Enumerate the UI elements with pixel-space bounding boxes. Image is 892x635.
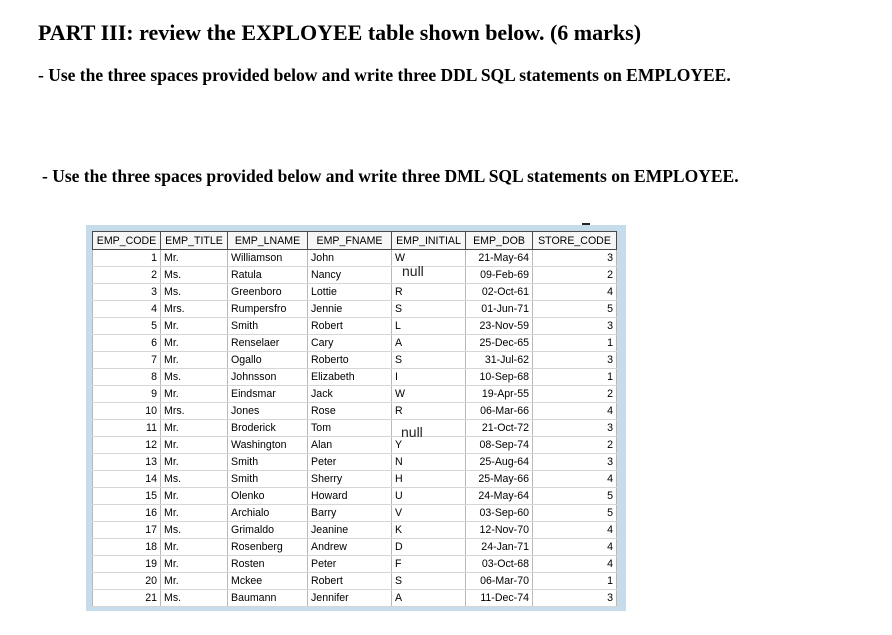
cell-emp-code: 20 (93, 573, 161, 590)
cell-store-code: 5 (533, 301, 617, 318)
cell-emp-title: Mr. (161, 250, 228, 267)
cell-store-code: 4 (533, 471, 617, 488)
column-header-emp-fname: EMP_FNAME (308, 232, 392, 250)
cell-emp-initial: S (392, 573, 466, 590)
cell-store-code: 4 (533, 284, 617, 301)
cell-emp-initial: I (392, 369, 466, 386)
cell-emp-code: 2 (93, 267, 161, 284)
cell-emp-title: Mr. (161, 488, 228, 505)
cell-store-code: 4 (533, 522, 617, 539)
cell-emp-title: Ms. (161, 267, 228, 284)
cell-emp-lname: Renselaer (228, 335, 308, 352)
cell-emp-title: Mrs. (161, 403, 228, 420)
cell-emp-initial: Y (392, 437, 466, 454)
cell-emp-lname: Williamson (228, 250, 308, 267)
cell-emp-lname: Johnsson (228, 369, 308, 386)
cell-emp-fname: Alan (308, 437, 392, 454)
table-row (93, 284, 617, 301)
cell-emp-title: Mr. (161, 437, 228, 454)
cell-emp-fname: Robert (308, 318, 392, 335)
page-title: PART III: review the EXPLOYEE table shown below. (6 marks) (38, 20, 642, 45)
cell-emp-dob: 11-Dec-74 (466, 590, 533, 607)
cell-emp-title: Mr. (161, 505, 228, 522)
cell-store-code: 2 (533, 267, 617, 284)
cell-emp-fname: Robert (308, 573, 392, 590)
table-row (93, 369, 617, 386)
cell-emp-initial: W (392, 250, 466, 267)
cell-emp-lname: Broderick (228, 420, 308, 437)
cell-emp-code: 9 (93, 386, 161, 403)
cell-emp-fname: Howard (308, 488, 392, 505)
cell-emp-title: Ms. (161, 590, 228, 607)
cell-emp-dob: 23-Nov-59 (466, 318, 533, 335)
cell-emp-code: 15 (93, 488, 161, 505)
cell-store-code: 1 (533, 369, 617, 386)
cell-emp-fname: Elizabeth (308, 369, 392, 386)
table-row (93, 250, 617, 267)
cell-emp-lname: Greenboro (228, 284, 308, 301)
cell-emp-title: Mr. (161, 335, 228, 352)
dml-instruction (38, 164, 818, 189)
ddl-instruction: - Use the three spaces provided below and write three DDL SQL statements on EMPLOYEE. (38, 65, 731, 85)
cell-emp-initial: R (392, 403, 466, 420)
cell-emp-lname: Washington (228, 437, 308, 454)
cell-emp-lname: Baumann (228, 590, 308, 607)
null-annotation: null (401, 424, 423, 440)
cell-emp-lname: Jones (228, 403, 308, 420)
table-row (93, 318, 617, 335)
table-row (93, 352, 617, 369)
table-row (93, 267, 617, 284)
cell-emp-dob: 03-Oct-68 (466, 556, 533, 573)
cell-emp-lname: Ratula (228, 267, 308, 284)
cell-store-code: 1 (533, 573, 617, 590)
column-header-emp-dob: EMP_DOB (466, 232, 533, 250)
employee-table (92, 231, 617, 607)
cell-emp-dob: 25-Aug-64 (466, 454, 533, 471)
cell-emp-dob: 25-May-66 (466, 471, 533, 488)
cell-emp-title: Mr. (161, 454, 228, 471)
table-row (93, 590, 617, 607)
cell-emp-initial: A (392, 335, 466, 352)
cell-emp-lname: Grimaldo (228, 522, 308, 539)
cell-emp-initial: A (392, 590, 466, 607)
cell-emp-initial: F (392, 556, 466, 573)
cell-emp-fname: Jennie (308, 301, 392, 318)
cell-emp-title: Mr. (161, 573, 228, 590)
cell-emp-fname: Tom (308, 420, 392, 437)
cell-emp-title: Mr. (161, 420, 228, 437)
cell-emp-initial: D (392, 539, 466, 556)
cell-emp-initial: S (392, 301, 466, 318)
cell-emp-fname: Jack (308, 386, 392, 403)
cell-emp-lname: Archialo (228, 505, 308, 522)
cell-emp-fname: Peter (308, 454, 392, 471)
cell-emp-title: Mr. (161, 352, 228, 369)
cell-emp-initial: K (392, 522, 466, 539)
cell-emp-lname: Ogallo (228, 352, 308, 369)
cell-emp-lname: Smith (228, 318, 308, 335)
cell-emp-fname: Jeanine (308, 522, 392, 539)
cell-store-code: 4 (533, 539, 617, 556)
table-row (93, 488, 617, 505)
cell-emp-code: 1 (93, 250, 161, 267)
cell-emp-fname: Cary (308, 335, 392, 352)
cell-emp-dob: 08-Sep-74 (466, 437, 533, 454)
cell-emp-fname: John (308, 250, 392, 267)
cell-emp-title: Ms. (161, 522, 228, 539)
cell-emp-fname: Andrew (308, 539, 392, 556)
cell-emp-title: Ms. (161, 284, 228, 301)
cell-emp-title: Ms. (161, 369, 228, 386)
cell-emp-code: 16 (93, 505, 161, 522)
table-body (93, 250, 617, 607)
cell-emp-lname: Rosten (228, 556, 308, 573)
column-header-emp-title: EMP_TITLE (161, 232, 228, 250)
cell-emp-code: 13 (93, 454, 161, 471)
table-row (93, 539, 617, 556)
cell-emp-initial: U (392, 488, 466, 505)
cell-store-code: 3 (533, 318, 617, 335)
cell-emp-title: Mr. (161, 539, 228, 556)
table-row (93, 335, 617, 352)
table-row (93, 505, 617, 522)
cell-emp-initial: R (392, 284, 466, 301)
table-row (93, 403, 617, 420)
cell-emp-dob: 09-Feb-69 (466, 267, 533, 284)
table-row (93, 522, 617, 539)
table-row (93, 301, 617, 318)
cell-emp-lname: Mckee (228, 573, 308, 590)
cell-emp-fname: Barry (308, 505, 392, 522)
table-row (93, 386, 617, 403)
cell-store-code: 5 (533, 488, 617, 505)
dml-instruction-text: - Use the three spaces provided below and write three DML SQL statements on EMPLOYEE. (42, 166, 739, 186)
table-header-row (93, 232, 617, 250)
cell-emp-code: 11 (93, 420, 161, 437)
cell-emp-title: Mr. (161, 318, 228, 335)
cell-emp-code: 14 (93, 471, 161, 488)
cell-emp-dob: 21-May-64 (466, 250, 533, 267)
table-row (93, 471, 617, 488)
cell-emp-initial: H (392, 471, 466, 488)
cell-emp-title: Mr. (161, 556, 228, 573)
cell-emp-lname: Olenko (228, 488, 308, 505)
cell-emp-lname: Rosenberg (228, 539, 308, 556)
cell-emp-dob: 03-Sep-60 (466, 505, 533, 522)
cell-emp-initial: W (392, 386, 466, 403)
cell-emp-dob: 02-Oct-61 (466, 284, 533, 301)
cell-store-code: 4 (533, 403, 617, 420)
table-row (93, 573, 617, 590)
cell-emp-dob: 01-Jun-71 (466, 301, 533, 318)
cell-emp-dob: 06-Mar-66 (466, 403, 533, 420)
cell-store-code: 3 (533, 454, 617, 471)
cell-emp-code: 18 (93, 539, 161, 556)
cell-emp-dob: 24-May-64 (466, 488, 533, 505)
cell-store-code: 3 (533, 352, 617, 369)
cell-emp-code: 3 (93, 284, 161, 301)
cell-emp-lname: Rumpersfro (228, 301, 308, 318)
cell-store-code: 1 (533, 335, 617, 352)
table-row (93, 420, 617, 437)
cell-emp-code: 10 (93, 403, 161, 420)
cell-emp-dob: 21-Oct-72 (466, 420, 533, 437)
cell-emp-fname: Roberto (308, 352, 392, 369)
cell-store-code: 3 (533, 590, 617, 607)
cell-emp-code: 17 (93, 522, 161, 539)
cell-emp-code: 12 (93, 437, 161, 454)
cell-emp-fname: Peter (308, 556, 392, 573)
cell-emp-title: Mrs. (161, 301, 228, 318)
column-header-emp-code: EMP_CODE (93, 232, 161, 250)
cell-emp-fname: Nancy (308, 267, 392, 284)
cell-emp-code: 5 (93, 318, 161, 335)
null-annotation: null (402, 263, 424, 279)
cell-store-code: 3 (533, 420, 617, 437)
cell-emp-dob: 31-Jul-62 (466, 352, 533, 369)
column-header-emp-initial: EMP_INITIAL (392, 232, 466, 250)
table-row (93, 556, 617, 573)
cell-store-code: 5 (533, 505, 617, 522)
cell-emp-lname: Smith (228, 454, 308, 471)
cell-emp-initial: N (392, 454, 466, 471)
cell-emp-code: 7 (93, 352, 161, 369)
cell-emp-title: Mr. (161, 386, 228, 403)
cell-emp-initial: S (392, 352, 466, 369)
cell-store-code: 2 (533, 386, 617, 403)
cell-emp-fname: Sherry (308, 471, 392, 488)
table-row (93, 454, 617, 471)
cell-emp-dob: 24-Jan-71 (466, 539, 533, 556)
cell-store-code: 3 (533, 250, 617, 267)
cell-emp-code: 21 (93, 590, 161, 607)
cell-emp-dob: 12-Nov-70 (466, 522, 533, 539)
cell-store-code: 2 (533, 437, 617, 454)
cell-emp-code: 19 (93, 556, 161, 573)
cell-emp-fname: Lottie (308, 284, 392, 301)
cell-emp-dob: 19-Apr-55 (466, 386, 533, 403)
cell-emp-lname: Smith (228, 471, 308, 488)
cell-emp-fname: Jennifer (308, 590, 392, 607)
cell-emp-dob: 06-Mar-70 (466, 573, 533, 590)
cell-emp-fname: Rose (308, 403, 392, 420)
cell-emp-title: Ms. (161, 471, 228, 488)
cell-emp-lname: Eindsmar (228, 386, 308, 403)
cell-emp-code: 6 (93, 335, 161, 352)
table-row (93, 437, 617, 454)
cell-emp-initial: V (392, 505, 466, 522)
cell-emp-code: 8 (93, 369, 161, 386)
cell-store-code: 4 (533, 556, 617, 573)
cell-emp-code: 4 (93, 301, 161, 318)
employee-table-frame (86, 225, 626, 611)
column-header-emp-lname: EMP_LNAME (228, 232, 308, 250)
cell-emp-initial: L (392, 318, 466, 335)
cell-emp-dob: 10-Sep-68 (466, 369, 533, 386)
column-header-store-code: STORE_CODE (533, 232, 617, 250)
cell-emp-dob: 25-Dec-65 (466, 335, 533, 352)
